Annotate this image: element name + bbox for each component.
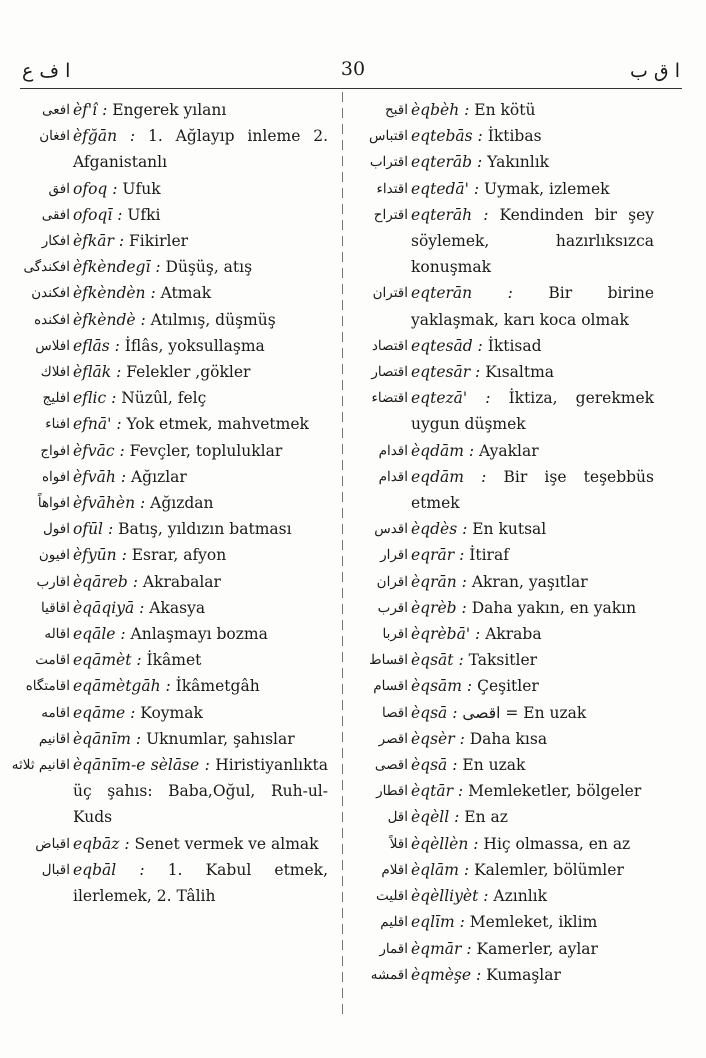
- entry-arabic: اقتراح: [373, 206, 408, 223]
- entry-definition: Esrar, afyon: [131, 546, 227, 565]
- entry-definition: Bir birine yaklaşmak, karı koca olmak: [411, 284, 654, 329]
- entry-separator: :: [459, 101, 475, 119]
- entry-arabic: اقدام: [378, 442, 408, 459]
- dictionary-entry: [354, 464, 654, 516]
- entry-definition: Nüzûl, felç: [121, 389, 207, 408]
- entry-definition: Hiç olmassa, en az: [483, 834, 631, 853]
- entry-headword: ofoqī: [73, 205, 113, 224]
- entry-arabic: اقتصاد: [371, 337, 408, 354]
- entry-definition: İktiza, gerekmek uygun düşmek: [411, 389, 655, 434]
- entry-arabic: اقامتگاه: [25, 678, 70, 695]
- entry-definition: En kutsal: [472, 520, 547, 539]
- entry-headword: eqāmètgāh: [73, 677, 161, 696]
- entry-definition: Atmak: [160, 284, 212, 303]
- entry-definition: Ağızdan: [150, 494, 214, 513]
- entry-separator: :: [115, 625, 131, 644]
- entry-separator: :: [452, 782, 469, 801]
- dictionary-entry: [16, 464, 328, 490]
- entry-arabic: اقلام: [381, 861, 408, 878]
- entry-definition: Fikirler: [129, 232, 189, 251]
- entry-definition: Kalemler, bölümler: [474, 860, 624, 879]
- entry-headword: eflās: [73, 336, 110, 355]
- entry-definition: En az: [464, 808, 508, 827]
- entry-separator: :: [116, 860, 168, 879]
- entry-definition: Felekler ,gökler: [126, 363, 251, 382]
- entry-arabic: افناء: [45, 416, 70, 433]
- entry-headword: eqrār: [411, 546, 455, 565]
- dictionary-entry: [354, 673, 654, 699]
- entry-definition: Memleketler, bölgeler: [468, 782, 642, 801]
- entry-headword: èfvāh: [73, 467, 116, 486]
- entry-headword: èqbèh: [411, 101, 460, 119]
- entry-headword: èqlām: [411, 860, 459, 879]
- dictionary-entry: [354, 752, 654, 778]
- entry-definition: Koymak: [140, 703, 203, 722]
- entry-definition: Kısaltma: [485, 363, 555, 382]
- entry-arabic: اقصا: [381, 704, 408, 721]
- entry-headword: èqsā: [411, 756, 448, 775]
- dictionary-entry: [16, 228, 328, 254]
- dictionary-entry: [354, 385, 654, 437]
- entry-definition: Kendinden bir şey söylemek, hazırlıksızca konuşmak: [411, 205, 654, 277]
- entry-separator: :: [463, 467, 504, 486]
- entry-headword: èf'î: [73, 101, 98, 119]
- entry-definition: Atılmış, düşmüş: [150, 310, 276, 329]
- entry-arabic: اقل: [387, 809, 408, 826]
- entry-headword: èqsāt: [411, 651, 454, 670]
- entry-separator: :: [135, 494, 151, 513]
- dictionary-entry: [354, 857, 654, 883]
- entry-definition: Yok etmek, mahvetmek: [126, 415, 309, 434]
- dictionary-entry: [354, 123, 654, 149]
- entry-separator: :: [463, 441, 480, 460]
- entry-headword: èqmèşe: [411, 965, 472, 984]
- entry-arabic: اقاقیا: [41, 599, 70, 616]
- entry-definition: Hiristiyanlıkta üç şahıs: Baba,Oğul, Ruh-ul-Kuds: [73, 756, 328, 827]
- left-column: [11, 97, 328, 909]
- dictionary-entry: [16, 254, 328, 280]
- entry-separator: :: [199, 756, 216, 775]
- entry-arabic: اقتراب: [369, 154, 408, 171]
- entry-headword: èfkèndegī: [73, 258, 151, 277]
- entry-headword: efnā': [73, 415, 112, 434]
- dictionary-entry: [16, 831, 328, 857]
- entry-separator: :: [134, 598, 150, 617]
- entry-arabic: اقليم: [380, 914, 408, 931]
- dictionary-entry: [16, 595, 328, 621]
- entry-separator: :: [471, 965, 487, 984]
- entry-definition: Çeşitler: [477, 677, 539, 696]
- entry-definition: Anlaşmayı bozma: [130, 625, 268, 644]
- dictionary-entry: [16, 411, 328, 437]
- entry-separator: :: [160, 677, 176, 696]
- entry-definition: Azınlık: [493, 887, 547, 906]
- entry-separator: :: [472, 336, 488, 355]
- entry-definition: Ufki: [127, 205, 161, 224]
- dictionary-entry: [16, 621, 328, 647]
- entry-separator: :: [459, 860, 475, 879]
- entry-headword: eqāmèt: [73, 651, 132, 670]
- dictionary-entry: [16, 307, 328, 333]
- entry-arabic: اقمار: [379, 940, 408, 957]
- dictionary-entry: [16, 385, 328, 411]
- entry-separator: :: [131, 651, 147, 670]
- entry-definition: اقصی = En uzak: [462, 703, 587, 722]
- entry-arabic: افقی: [41, 206, 70, 223]
- dictionary-entry: [354, 569, 654, 595]
- dictionary-entry: [16, 176, 328, 202]
- entry-headword: èqdès: [411, 520, 458, 539]
- entry-separator: :: [456, 598, 472, 617]
- entry-arabic: اقامه: [41, 704, 70, 721]
- header-left-letters: ا ف ع: [22, 60, 71, 82]
- entry-arabic: اقباض: [35, 835, 70, 852]
- entry-definition: Memleket, iklim: [469, 913, 598, 932]
- entry-separator: :: [109, 336, 125, 355]
- entry-headword: eqdām: [411, 467, 464, 486]
- entry-headword: èflāk: [73, 363, 112, 382]
- entry-separator: :: [135, 310, 151, 329]
- dictionary-entry: [354, 621, 654, 647]
- entry-headword: èqèll: [411, 808, 450, 827]
- entry-definition: Senet vermek ve almak: [134, 834, 319, 853]
- entry-separator: :: [468, 834, 484, 853]
- entry-definition: Ağızlar: [130, 467, 187, 486]
- entry-definition: Uymak, izlemek: [484, 179, 610, 198]
- entry-headword: eqtedā': [411, 179, 469, 198]
- entry-definition: Bir işe teşebbüs etmek: [411, 467, 654, 513]
- entry-separator: :: [449, 808, 465, 827]
- entry-separator: :: [116, 546, 132, 565]
- dictionary-entry: [16, 333, 328, 359]
- entry-definition: Ufuk: [122, 179, 161, 198]
- entry-arabic: اقدس: [374, 521, 408, 538]
- entry-definition: Kamerler, aylar: [476, 939, 598, 958]
- entry-headword: èfkār: [73, 232, 114, 251]
- dictionary-entry: [354, 883, 654, 909]
- dictionary-entry: [16, 359, 328, 385]
- entry-separator: :: [453, 651, 469, 670]
- entry-definition: 1. Kabul etmek, ilerlemek, 2. Tâlih: [73, 860, 328, 906]
- entry-separator: :: [447, 756, 463, 775]
- entry-separator: :: [472, 127, 488, 146]
- entry-definition: İktisad: [487, 336, 542, 355]
- entry-arabic: اقتضاء: [371, 390, 408, 407]
- entry-headword: eqterāh: [411, 205, 473, 224]
- entry-definition: 1. Ağlayıp inleme 2. Afganistanlı: [73, 127, 328, 172]
- entry-definition: Kumaşlar: [486, 965, 561, 984]
- entry-arabic: اقصر: [378, 730, 408, 747]
- dictionary-entry: [354, 962, 654, 988]
- entry-arabic: اقسام: [373, 678, 408, 695]
- entry-arabic: افكار: [41, 233, 70, 250]
- dictionary-entry: [16, 569, 328, 595]
- entry-arabic: اقانيم: [38, 730, 70, 747]
- entry-headword: èqāqiyā: [73, 598, 135, 617]
- dictionary-entry: [354, 831, 654, 857]
- dictionary-entry: [16, 700, 328, 726]
- entry-headword: èqānīm-e sèlāse: [73, 756, 200, 775]
- entry-arabic: اقبال: [41, 861, 70, 878]
- entry-headword: eqbāl: [73, 860, 117, 879]
- entry-definition: İktibas: [487, 127, 542, 146]
- dictionary-entry: [16, 647, 328, 673]
- entry-definition: Akasya: [149, 598, 206, 617]
- entry-arabic: اقصی: [374, 757, 408, 774]
- dictionary-entry: [354, 700, 654, 726]
- dictionary-entry: [354, 280, 654, 332]
- dictionary-entry: [16, 202, 328, 228]
- entry-separator: :: [130, 729, 147, 748]
- dictionary-entry: [354, 726, 654, 752]
- entry-headword: èqèlliyèt: [411, 887, 479, 906]
- entry-headword: èqrān: [411, 572, 457, 591]
- entry-definition: Akraba: [485, 625, 542, 644]
- entry-arabic: اقارب: [36, 573, 70, 590]
- entry-headword: eqterān: [411, 284, 473, 303]
- entry-headword: èqdām: [411, 441, 464, 460]
- entry-headword: ofoq: [73, 179, 108, 198]
- entry-arabic: افواه: [41, 468, 70, 485]
- entry-separator: :: [111, 363, 127, 382]
- entry-headword: èfvāc: [73, 441, 115, 460]
- entry-definition: Uknumlar, şahıslar: [146, 729, 295, 748]
- entry-headword: eqāle: [73, 625, 116, 644]
- entry-arabic: اقليت: [375, 888, 408, 905]
- entry-definition: En uzak: [462, 756, 526, 775]
- entry-separator: :: [115, 467, 131, 486]
- entry-separator: :: [97, 101, 113, 119]
- entry-arabic: اقتران: [372, 285, 408, 302]
- entry-arabic: افعی: [42, 102, 70, 118]
- entry-headword: èqānīm: [73, 729, 131, 748]
- entry-headword: eqtesār: [411, 363, 471, 382]
- dictionary-entry: [354, 333, 654, 359]
- entry-arabic: اقتصار: [371, 364, 408, 381]
- dictionary-entry: [354, 438, 654, 464]
- entry-definition: En kötü: [474, 101, 536, 119]
- entry-definition: Düşüş, atış: [165, 258, 253, 277]
- entry-headword: eqtesād: [411, 336, 473, 355]
- dictionary-entry: [16, 726, 328, 752]
- column-divider: [342, 92, 343, 1020]
- entry-separator: :: [113, 232, 130, 251]
- entry-separator: :: [454, 913, 470, 932]
- dictionary-entry: [354, 359, 654, 385]
- entry-definition: Fevçler, topluluklar: [129, 441, 283, 460]
- entry-headword: eqbāz: [73, 834, 120, 853]
- entry-definition: Taksitler: [468, 651, 538, 670]
- entry-separator: :: [457, 520, 473, 539]
- entry-separator: :: [107, 179, 123, 198]
- entry-arabic: اقاله: [44, 626, 70, 643]
- entry-headword: èqrèbā': [411, 625, 471, 644]
- entry-separator: :: [478, 887, 494, 906]
- entry-separator: :: [461, 939, 477, 958]
- entry-arabic: افلاس: [35, 337, 70, 354]
- dictionary-entry: [354, 595, 654, 621]
- entry-arabic: اقساط: [369, 652, 408, 669]
- entry-definition: Batış, yıldızın batması: [118, 520, 292, 539]
- entry-separator: :: [472, 153, 488, 172]
- dictionary-entry: [16, 516, 328, 542]
- dictionary-entry: [354, 778, 654, 804]
- entry-headword: èqèllèn: [411, 834, 469, 853]
- entry-definition: İtiraf: [469, 546, 509, 565]
- entry-separator: :: [145, 284, 161, 303]
- entry-arabic: اقتباس: [369, 128, 408, 145]
- entry-headword: èfvāhèn: [73, 494, 136, 513]
- dictionary-entry: [354, 804, 654, 830]
- entry-arabic: افليج: [42, 390, 70, 407]
- entry-arabic: افلاك: [40, 364, 70, 381]
- entry-arabic: اقطار: [376, 783, 408, 800]
- entry-arabic: افواهاً: [37, 495, 70, 512]
- dictionary-entry: [354, 909, 654, 935]
- entry-separator: :: [127, 572, 143, 591]
- dictionary-entry: [16, 490, 328, 516]
- entry-arabic: اقرار: [380, 547, 408, 564]
- dictionary-entry: [354, 542, 654, 568]
- entry-arabic: افواج: [40, 442, 70, 459]
- entry-separator: :: [472, 284, 549, 303]
- entry-arabic: افول: [43, 521, 70, 538]
- entry-definition: Yakınlık: [487, 153, 550, 172]
- entry-separator: :: [114, 441, 130, 460]
- entry-separator: :: [150, 258, 166, 277]
- entry-separator: :: [468, 179, 484, 198]
- entry-separator: :: [111, 415, 127, 434]
- entry-arabic: اقران: [376, 573, 408, 590]
- entry-separator: :: [447, 703, 463, 722]
- entry-separator: :: [117, 127, 148, 146]
- entry-headword: eqāme: [73, 703, 126, 722]
- entry-arabic: افكندگی: [23, 259, 70, 276]
- dictionary-entry: [354, 149, 654, 175]
- header-right-letters: ا ق ب: [630, 60, 680, 82]
- dictionary-entry: [16, 542, 328, 568]
- entry-arabic: افق: [48, 180, 70, 197]
- dictionary-entry: [354, 516, 654, 542]
- entry-headword: eflic: [73, 389, 107, 408]
- entry-arabic: افيون: [38, 547, 70, 564]
- entry-headword: eqterāb: [411, 153, 473, 172]
- entry-headword: èqtār: [411, 782, 453, 801]
- entry-headword: èqsā: [411, 703, 448, 722]
- entry-arabic: اقانيم ثلاثه: [11, 757, 70, 774]
- entry-definition: Ayaklar: [479, 441, 539, 460]
- entry-headword: èfyūn: [73, 546, 117, 565]
- entry-separator: :: [470, 363, 486, 382]
- entry-definition: Daha kısa: [469, 729, 548, 748]
- entry-headword: èqsām: [411, 677, 462, 696]
- entry-headword: èqmār: [411, 939, 462, 958]
- dictionary-entry: [354, 176, 654, 202]
- entry-definition: Akrabalar: [142, 572, 221, 591]
- entry-definition: Akran, yaşıtlar: [471, 572, 588, 591]
- entry-arabic: اقلاً: [389, 835, 408, 852]
- entry-headword: eqtezā': [411, 389, 468, 408]
- entry-separator: :: [472, 205, 500, 224]
- entry-separator: :: [106, 389, 122, 408]
- entry-headword: èqrèb: [411, 598, 457, 617]
- entry-arabic: اقتداء: [376, 180, 408, 197]
- dictionary-entry: [16, 857, 328, 909]
- entry-arabic: اقامت: [35, 652, 70, 669]
- entry-headword: èfkèndè: [73, 310, 136, 329]
- entry-separator: :: [467, 389, 509, 408]
- entry-arabic: اقدام: [378, 468, 408, 485]
- entry-separator: :: [454, 729, 470, 748]
- dictionary-entry: [16, 438, 328, 464]
- page-header: [0, 56, 706, 86]
- dictionary-entry: [354, 936, 654, 962]
- entry-headword: èqāreb: [73, 572, 128, 591]
- entry-definition: İkâmetgâh: [175, 677, 260, 696]
- page-number: 30: [340, 58, 366, 80]
- entry-definition: İkâmet: [146, 651, 202, 670]
- entry-headword: èqsèr: [411, 729, 455, 748]
- dictionary-entry: [16, 97, 328, 123]
- entry-headword: eqtebās: [411, 127, 473, 146]
- dictionary-entry: [16, 280, 328, 306]
- entry-headword: èfğān: [73, 127, 118, 146]
- dictionary-entry: [11, 752, 328, 831]
- entry-definition: Daha yakın, en yakın: [471, 598, 637, 617]
- entry-arabic: افغان: [39, 128, 70, 145]
- entry-separator: :: [454, 546, 470, 565]
- entry-headword: èfkèndèn: [73, 284, 146, 303]
- entry-definition: Engerek yılanı: [112, 101, 227, 119]
- dictionary-entry: [354, 202, 654, 281]
- entry-separator: :: [119, 834, 135, 853]
- entry-headword: eqlīm: [411, 913, 455, 932]
- dictionary-entry: [354, 647, 654, 673]
- entry-arabic: اقرب: [377, 599, 408, 616]
- entry-separator: :: [456, 572, 472, 591]
- entry-separator: :: [470, 625, 486, 644]
- entry-separator: :: [125, 703, 141, 722]
- entry-separator: :: [103, 520, 119, 539]
- header-rule: [20, 88, 682, 89]
- entry-separator: :: [462, 677, 478, 696]
- entry-arabic: افكنده: [34, 311, 70, 328]
- entry-arabic: اقبح: [385, 102, 408, 118]
- entry-separator: :: [112, 205, 128, 224]
- entry-headword: ofūl: [73, 520, 104, 539]
- dictionary-entry: [354, 97, 654, 123]
- entry-arabic: اقربا: [382, 626, 408, 643]
- dictionary-entry: [16, 123, 328, 175]
- dictionary-entry: [16, 673, 328, 699]
- entry-definition: İflâs, yoksullaşma: [124, 336, 265, 355]
- entry-arabic: افكندن: [31, 285, 70, 302]
- right-column: [354, 97, 654, 988]
- entry-arabic: اقمشه: [370, 966, 408, 983]
